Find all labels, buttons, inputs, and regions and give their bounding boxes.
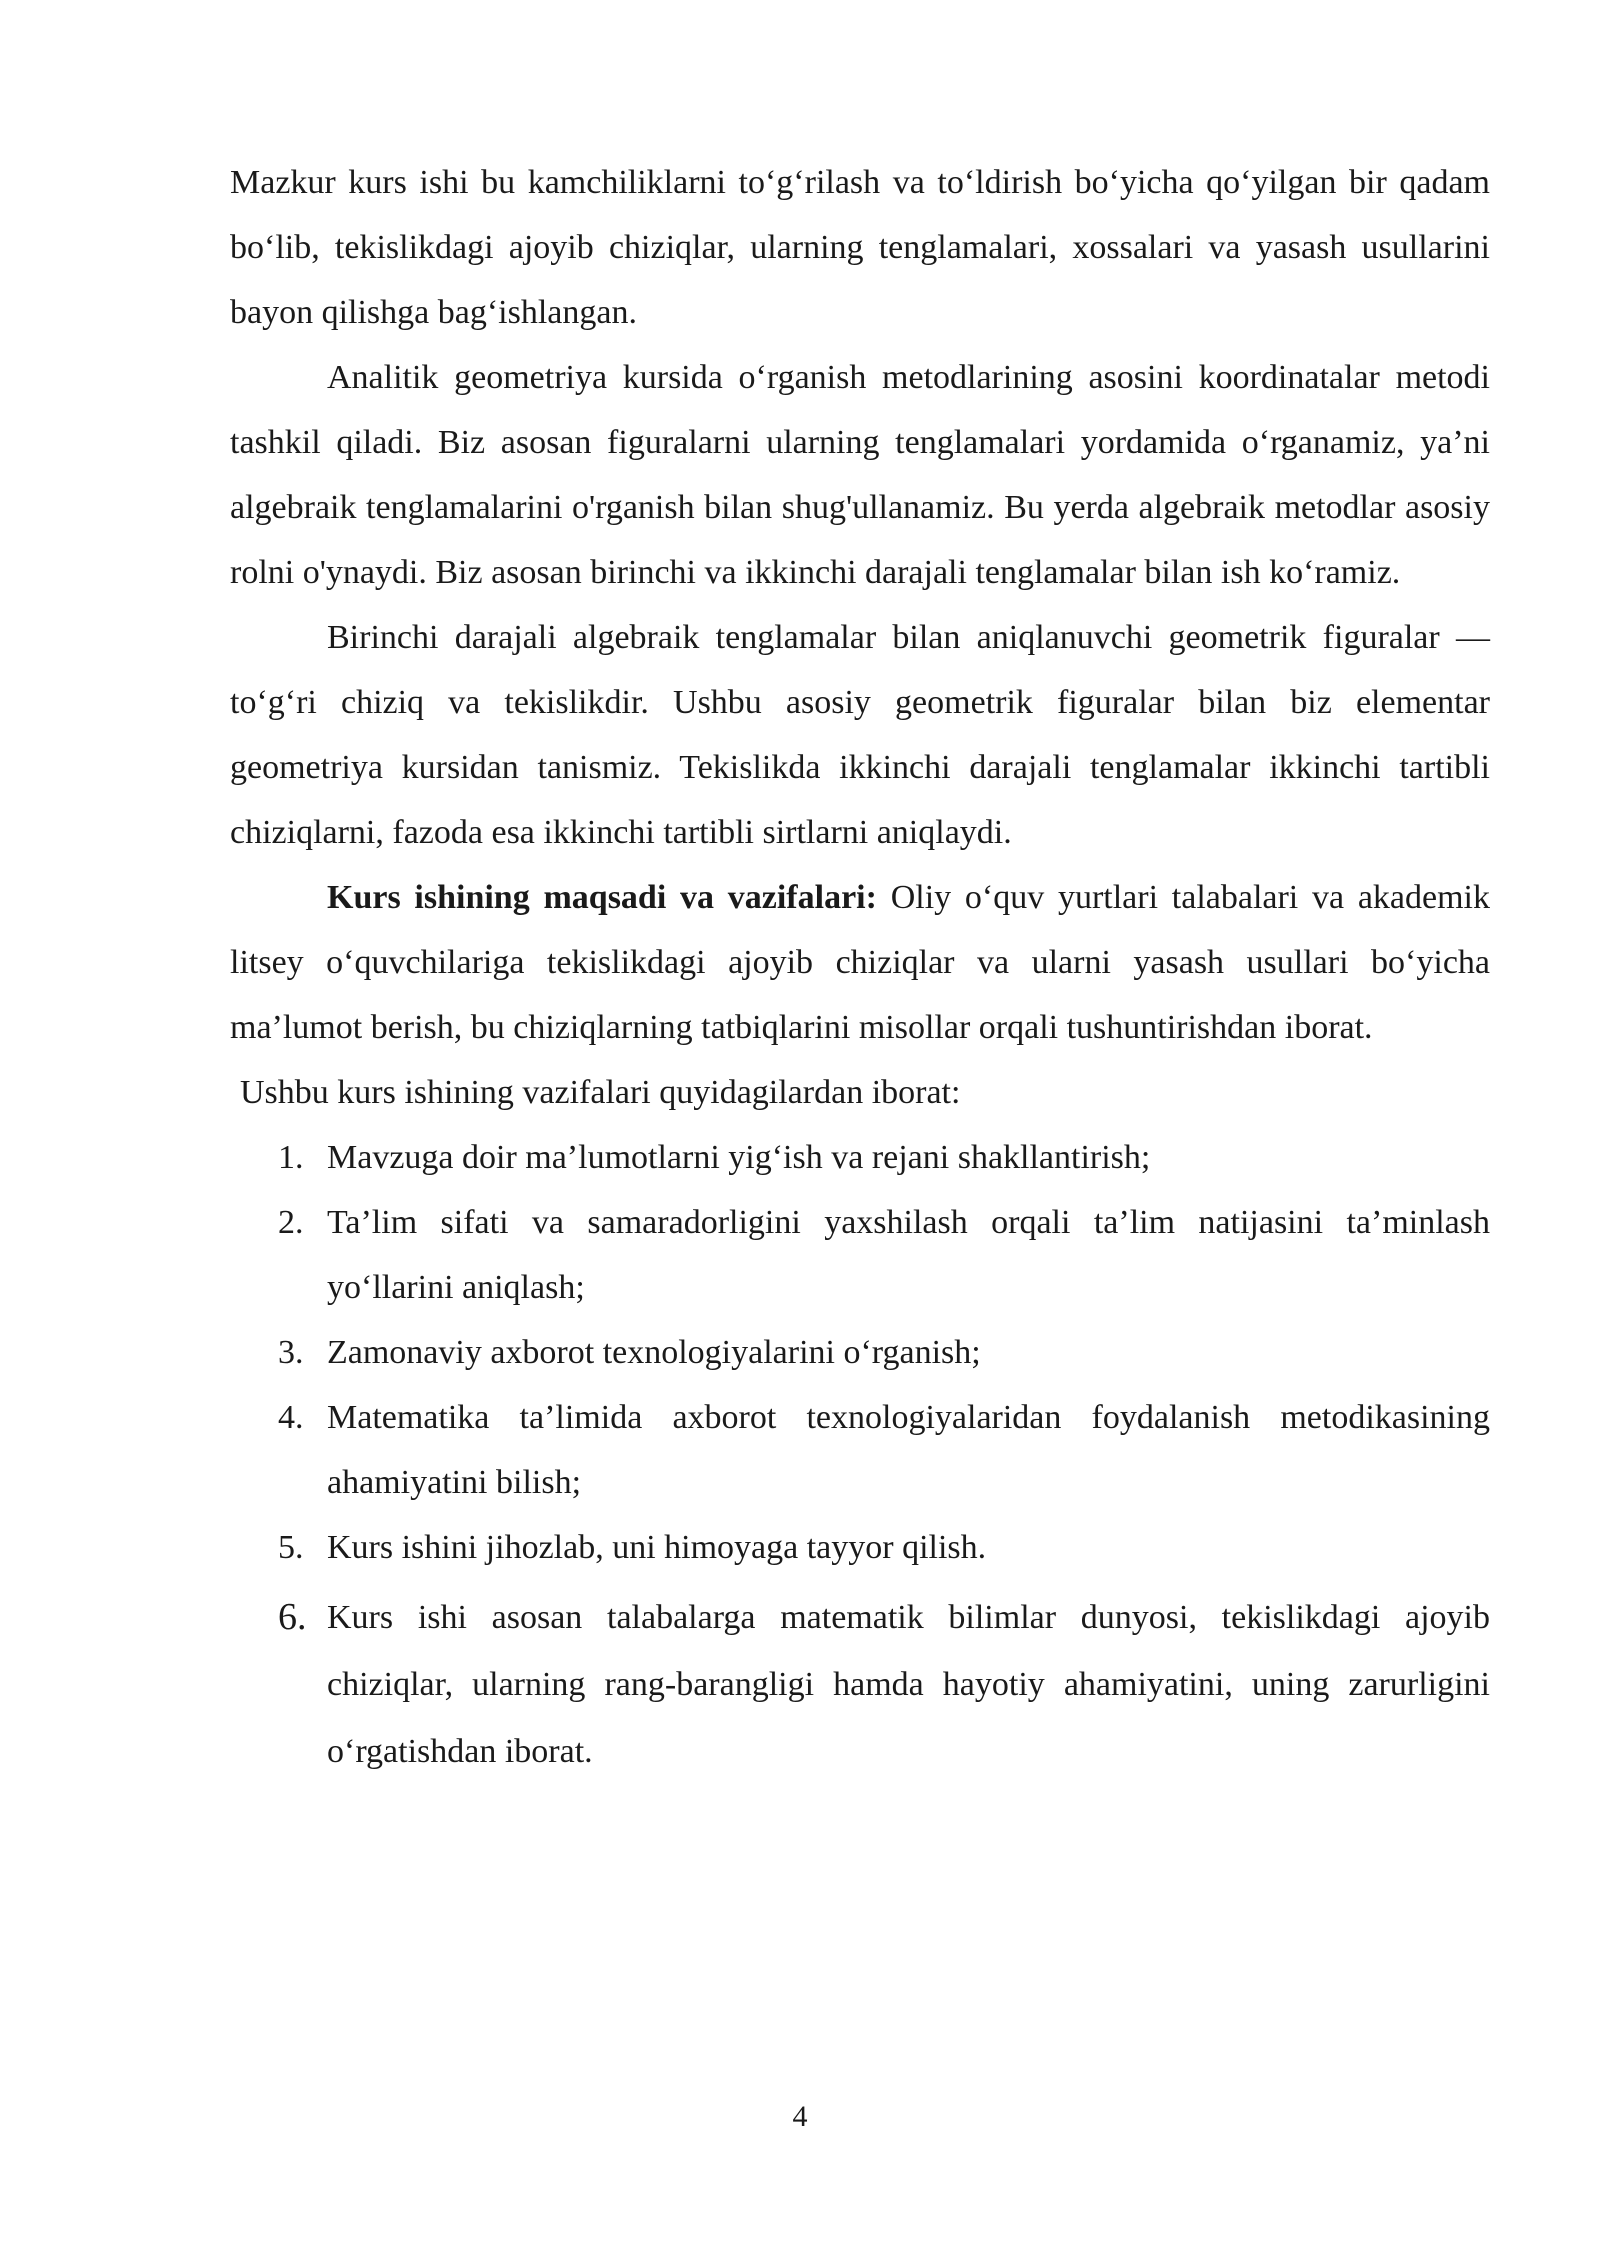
list-item	[230, 1125, 1490, 1190]
list-item-text: Matematika ta’limida axborot texnologiyalaridan foydalanish metodikasining ahamiyatini bilish;	[327, 1399, 1490, 1501]
paragraph-first-degree-equations: Birinchi darajali algebraik tenglamalar bilan aniqlanuvchi geometrik figuralar —to‘g‘ri chiziq va tekislikdir. Ushbu asosiy geometrik figuralar bilan biz elementar geometriya kursidan tanismiz. Tekislikda ikkinchi darajali tenglamalar ikkinchi tartibli chiziqlarni, fazoda esa ikkinchi tartibli sirtlarni aniqlaydi.	[230, 619, 1490, 851]
list-item-text: Kurs ishini jihozlab, uni himoyaga tayyor qilish.	[327, 1529, 987, 1566]
paragraph-analytic-geometry: Analitik geometriya kursida o‘rganish metodlarining asosini koordinatalar metodi tashkil qiladi. Biz asosan figuralarni ularning tenglamalari yordamida o‘rganamiz, ya’ni algebraik tenglamalarini o'rganish bilan shug'ullanamiz. Bu yerda algebraik metodlar asosiy rolni o'ynaydi. Biz asosan birinchi va ikkinchi darajali tenglamalar bilan ish ko‘ramiz.	[230, 359, 1490, 591]
list-item	[230, 1320, 1490, 1385]
tasks-intro: Ushbu kurs ishining vazifalari quyidagilardan iborat:	[240, 1074, 961, 1111]
list-item	[230, 1584, 1490, 1785]
tasks-list	[230, 1125, 1490, 1785]
paragraph-goals	[230, 865, 1490, 1060]
document-page	[230, 150, 1490, 1785]
list-item	[230, 1515, 1490, 1580]
goals-heading: Kurs ishining maqsadi va vazifalari:	[327, 879, 877, 916]
paragraph-intro: Mazkur kurs ishi bu kamchiliklarni to‘g‘rilash va to‘ldirish bo‘yicha qo‘yilgan bir qadam bo‘lib, tekislikdagi ajoyib chiziqlar, ularning tenglamalari, xossalari va yasash usullarini bayon qilishga bag‘ishlangan.	[230, 164, 1490, 331]
goals-text: Oliy o‘quv yurtlari talabalari va akademik litsey o‘quvchilariga tekislikdagi ajoyib chiziqlar va ularni yasash usullari bo‘yicha ma’lumot berish, bu chiziqlarning tatbiqlarini misollar orqali tushuntirishdan iborat.	[230, 879, 1490, 1046]
list-item-text: Kurs ishi asosan talabalarga matematik bilimlar dunyosi, tekislikdagi ajoyib chiziqlar, ularning rang-barangligi hamda hayotiy ahamiyatini, uning zarurligini o‘rgatishdan iborat.	[327, 1599, 1490, 1770]
list-item-text: Zamonaviy axborot texnologiyalarini o‘rganish;	[327, 1334, 981, 1371]
list-item	[230, 1385, 1490, 1515]
list-item	[230, 1190, 1490, 1320]
list-item-number: 2.	[278, 1204, 304, 1241]
list-item-number: 1.	[278, 1139, 304, 1176]
list-item-number: 5.	[278, 1529, 304, 1566]
list-item-number: 6.	[278, 1596, 307, 1638]
list-item-number: 3.	[278, 1334, 304, 1371]
page-number: 4	[792, 2100, 808, 2133]
list-item-text: Ta’lim sifati va samaradorligini yaxshilash orqali ta’lim natijasini ta’minlash yo‘llarini aniqlash;	[327, 1204, 1490, 1306]
list-item-text: Mavzuga doir ma’lumotlarni yig‘ish va rejani shakllantirish;	[327, 1139, 1151, 1176]
list-item-number: 4.	[278, 1399, 304, 1436]
